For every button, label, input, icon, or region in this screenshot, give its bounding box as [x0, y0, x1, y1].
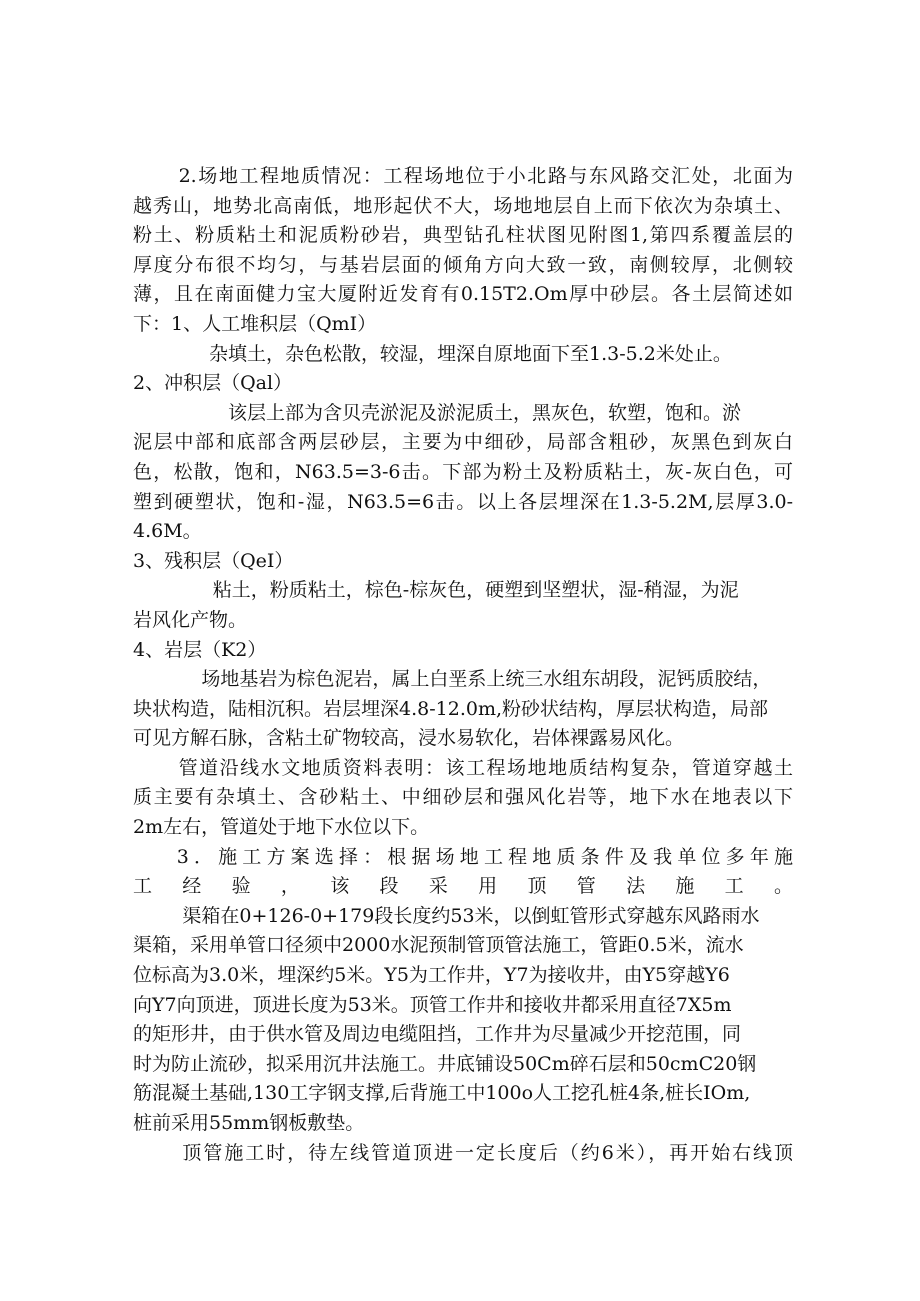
text-line: 可见方解石脉，含粘土矿物较高，浸水易软化，岩体裸露易风化。	[133, 727, 685, 750]
paragraph	[133, 340, 793, 370]
paragraph	[133, 636, 793, 666]
text-line: 顶管施工时，待左线管道顶进一定长度后（约6米），再开始右线顶	[182, 1141, 793, 1164]
text-line: 岩风化产物。	[133, 608, 248, 631]
paragraph	[133, 399, 793, 429]
text-line: 4、岩层（K2）	[133, 638, 267, 661]
text-line: 渠箱在0+126-0+179段长度约53米，以倒虹管形式穿越东风路雨水	[182, 904, 760, 927]
text-line: 塑到硬塑状，饱和-湿，N63.5=6击。以上各层埋深在1.3-5.2M,层厚3.0-	[133, 490, 793, 513]
text-line: 的矩形井，由于供水管及周边电缆阻挡，工作井为尽量减少开挖范围，同	[133, 1023, 742, 1046]
text-line: 2.场地工程地质情况：工程场地位于小北路与东风路交汇处，北面为	[178, 165, 793, 187]
text-line: 质主要有杂填土、含砂粘土、中细砂层和强风化岩等，地下水在地表以下	[133, 786, 793, 809]
paragraph	[133, 843, 793, 902]
text-line: 下：1、人工堆积层（QmI）	[133, 312, 377, 335]
text-line: 桩前采用55mm钢板敷垫。	[133, 1112, 365, 1134]
text-line: 该层上部为含贝壳淤泥及淤泥质土，黑灰色，软塑，饱和。淤	[228, 401, 742, 424]
text-line: 筋混凝土基础,130工字钢支撑,后背施工中100o人工挖孔桩4条,桩长IOm,	[133, 1082, 751, 1105]
paragraph	[133, 576, 793, 635]
text-line: 3、残积层（QeI）	[133, 549, 294, 572]
paragraph	[133, 902, 793, 1139]
text-line: 工经验，该段采用顶管法施工。	[133, 875, 793, 898]
text-line: 薄，且在南面健力宝大厦附近发育有0.15T2.Om厚中砂层。各土层简述如	[133, 283, 793, 306]
text-line: 粉土、粉质粘土和泥质粉砂岩，典型钻孔柱状图见附图1,第四系覆盖层的	[133, 224, 793, 247]
text-line: 2m左右，管道处于地下水位以下。	[133, 816, 430, 839]
text-line: 位标高为3.0米，埋深约5米。Y5为工作井，Y7为接收井，由Y5穿越Y6	[133, 964, 730, 987]
paragraph	[133, 369, 793, 399]
text-line: 越秀山，地势北高南低，地形起伏不大，场地地层自上而下依次为杂填土、	[133, 194, 793, 217]
text-line: 3．施工方案选择：根据场地工程地质条件及我单位多年施	[176, 845, 793, 868]
text-line: 杂填土，杂色松散，较湿，埋深自原地面下至1.3-5.2米处止。	[209, 342, 732, 365]
text-line: 场地基岩为棕色泥岩，属上白垩系上统三水组东胡段，泥钙质胶结，	[201, 668, 772, 691]
paragraph	[133, 665, 793, 754]
text-line: 2、冲积层（Qal）	[133, 372, 293, 395]
text-line: 渠箱，采用单管口径须中2000水泥预制管顶管法施工，管距0.5米，流水	[133, 934, 744, 957]
text-line: 色，松散，饱和，N63.5=3-6击。下部为粉土及粉质粘土，灰-灰白色，可	[133, 460, 793, 483]
text-line: 粘土，粉质粘土，棕色-棕灰色，硬塑到坚塑状，湿-稍湿，为泥	[212, 579, 739, 602]
paragraph	[133, 754, 793, 843]
paragraph	[133, 1139, 793, 1169]
paragraph	[133, 547, 793, 577]
paragraph	[133, 428, 793, 546]
text-line: 泥层中部和底部含两层砂层，主要为中细砂，局部含粗砂，灰黑色到灰白	[133, 431, 793, 454]
text-line: 4.6M。	[133, 520, 202, 543]
document-body	[133, 162, 793, 1168]
text-line: 厚度分布很不均匀，与基岩层面的倾角方向大致一致，南侧较厚，北侧较	[133, 253, 793, 276]
text-line: 时为防止流砂，拟采用沉井法施工。井底铺设50Cm碎石层和50cmC20钢	[133, 1052, 757, 1075]
text-line: 块状构造，陆相沉积。岩层埋深4.8-12.0m,粉砂状结构，厚层状构造，局部	[133, 697, 768, 720]
text-line: 管道沿线水文地质资料表明：该工程场地地质结构复杂，管道穿越土	[178, 756, 793, 779]
paragraph	[133, 162, 793, 340]
text-line: 向Y7向顶进，顶进长度为53米。顶管工作井和接收井都采用直径7X5m	[133, 993, 732, 1016]
